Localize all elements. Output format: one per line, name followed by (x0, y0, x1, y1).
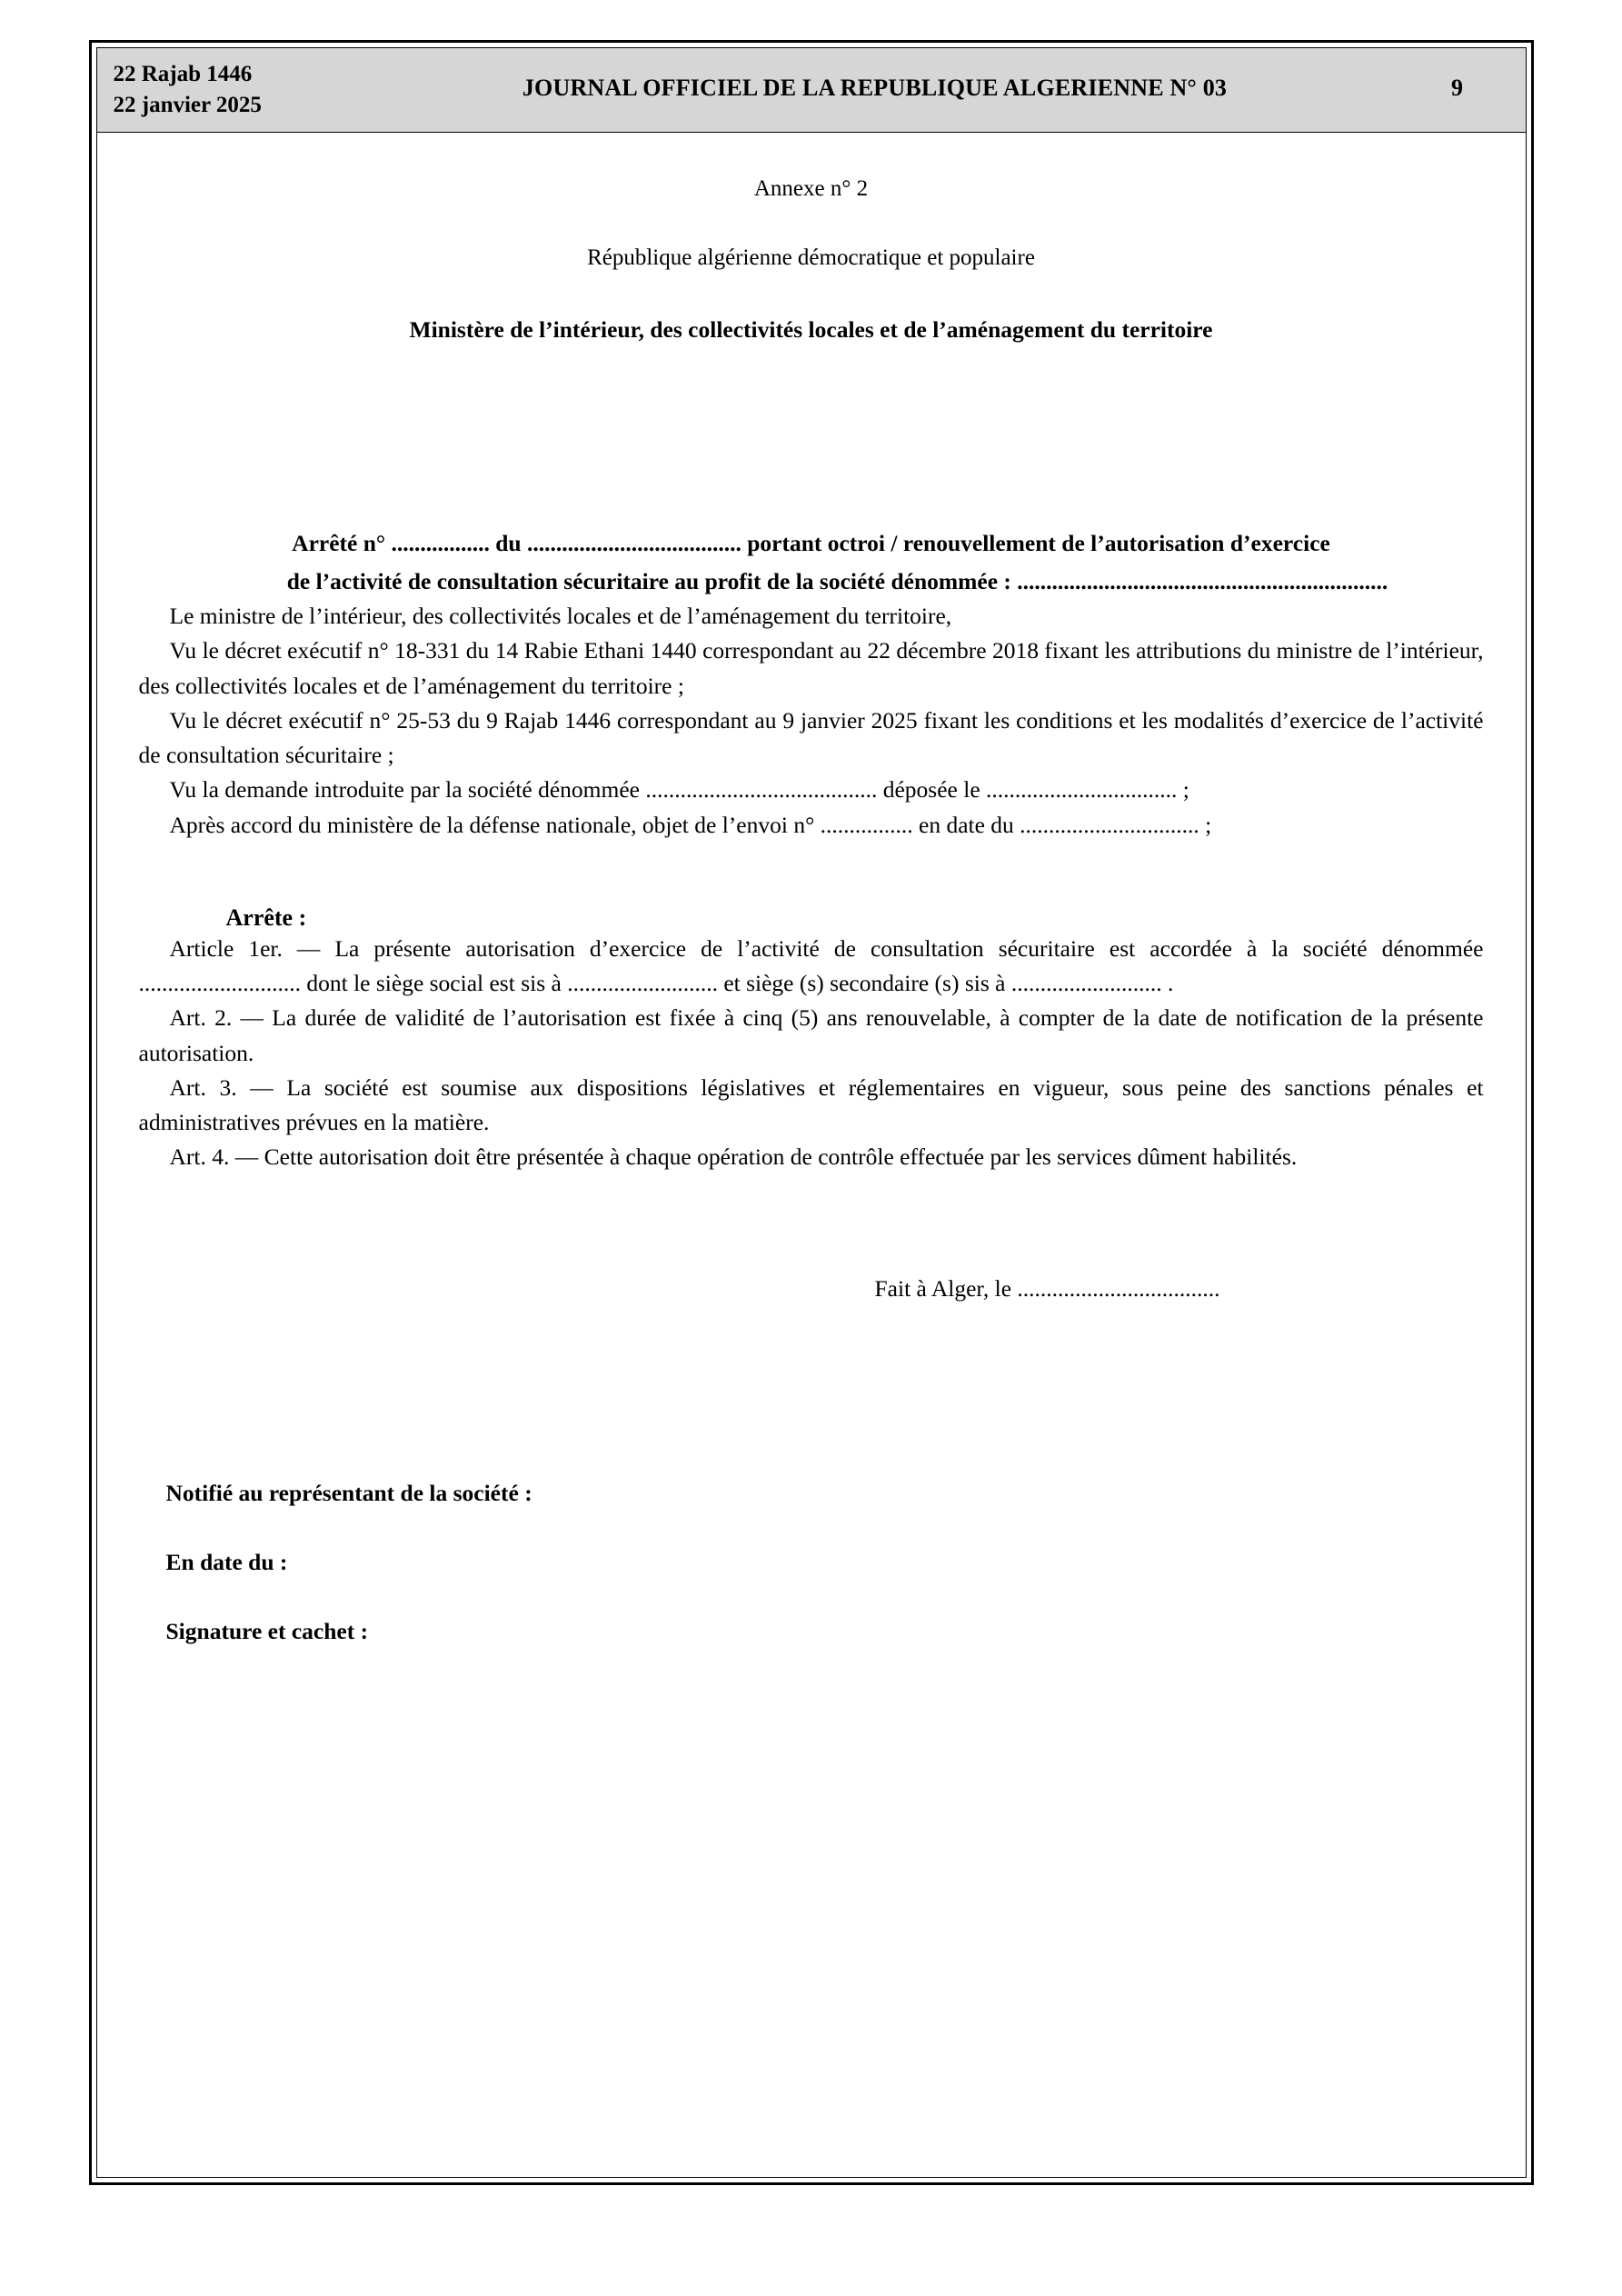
considerant-2: Vu le décret exécutif n° 25-53 du 9 Rajab 1446 correspondant au 9 janvier 2025 fixant les conditions et les modalités d’exercice de l’activité de consultation sécuritaire ; (138, 706, 1484, 769)
page-header (97, 48, 1526, 133)
article-4: Art. 4. — Cette autorisation doit être présentée à chaque opération de contrôle effectuée par les services dûment habilités. (169, 1143, 1298, 1171)
header-dates (97, 48, 361, 132)
annex-label: Annexe n° 2 (753, 176, 869, 201)
document-body (97, 133, 1526, 2177)
ministry-heading: Ministère de l’intérieur, des collectivités locales et de l’aménagement du territoire (409, 316, 1213, 343)
considerant-3: Vu la demande introduite par la société dénommée ........................................ déposée le ................................. ; (169, 776, 1189, 804)
notification-block (139, 1480, 1484, 1645)
notified-to-label: Notifié au représentant de la société : (165, 1479, 532, 1506)
decree-title (146, 525, 1477, 599)
article-2: Art. 2. — La durée de validité de l’autorisation est fixée à cinq (5) ans renouvelable, à compter de la date de notification de la présente autorisation. (138, 1004, 1484, 1066)
decree-title-line1: Arrêté n° ................. du ..................................... portant octroi / renouvellement de l’autorisation d’exercice (292, 530, 1330, 556)
considerant-4: Après accord du ministère de la défense nationale, objet de l’envoi n° ................ en date du ............................... ; (169, 811, 1212, 838)
republic-heading: République algérienne démocratique et populaire (587, 245, 1035, 270)
considerant-1: Vu le décret exécutif n° 18-331 du 14 Rabie Ethani 1440 correspondant au 22 décembre 2018 fixant les attributions du ministre de l’intérieur, des collectivités locales et de l’aménagement du territoire ; (138, 637, 1484, 699)
place-and-date: Fait à Alger, le ................................... (874, 1274, 1220, 1302)
header-spacer (139, 344, 1484, 525)
article-1: Article 1er. — La présente autorisation d’exercice de l’activité de consultation sécuritaire est accordée à la société dénommée ............................ dont le siège social est sis à .......................... et siège (s) secondaire (s) sis à .......................... . (138, 934, 1484, 997)
header-page-number: 9 (1451, 75, 1463, 101)
notified-date-label: En date du : (165, 1548, 288, 1575)
header-date-gregorian: 22 janvier 2025 (113, 92, 262, 117)
minister-line: Le ministre de l’intérieur, des collectivités locales et de l’aménagement du territoire, (169, 603, 952, 630)
decree-title-line2: de l’activité de consultation sécuritaire au profit de la société dénommée : ................................................................ (286, 567, 1388, 594)
header-journal-title: JOURNAL OFFICIEL DE LA REPUBLIQUE ALGERIENNE N° 03 (522, 75, 1228, 101)
header-date-hijri: 22 Rajab 1446 (113, 62, 253, 86)
page-border-inner (96, 47, 1527, 2178)
article-3: Art. 3. — La société est soumise aux dispositions législatives et réglementaires en vigueur, sous peine des sanctions pénales et administratives prévues en la matière. (138, 1073, 1484, 1136)
page-border-outer (89, 40, 1534, 2185)
signature-label: Signature et cachet : (165, 1617, 369, 1644)
arrete-label: Arrête : (225, 903, 307, 931)
